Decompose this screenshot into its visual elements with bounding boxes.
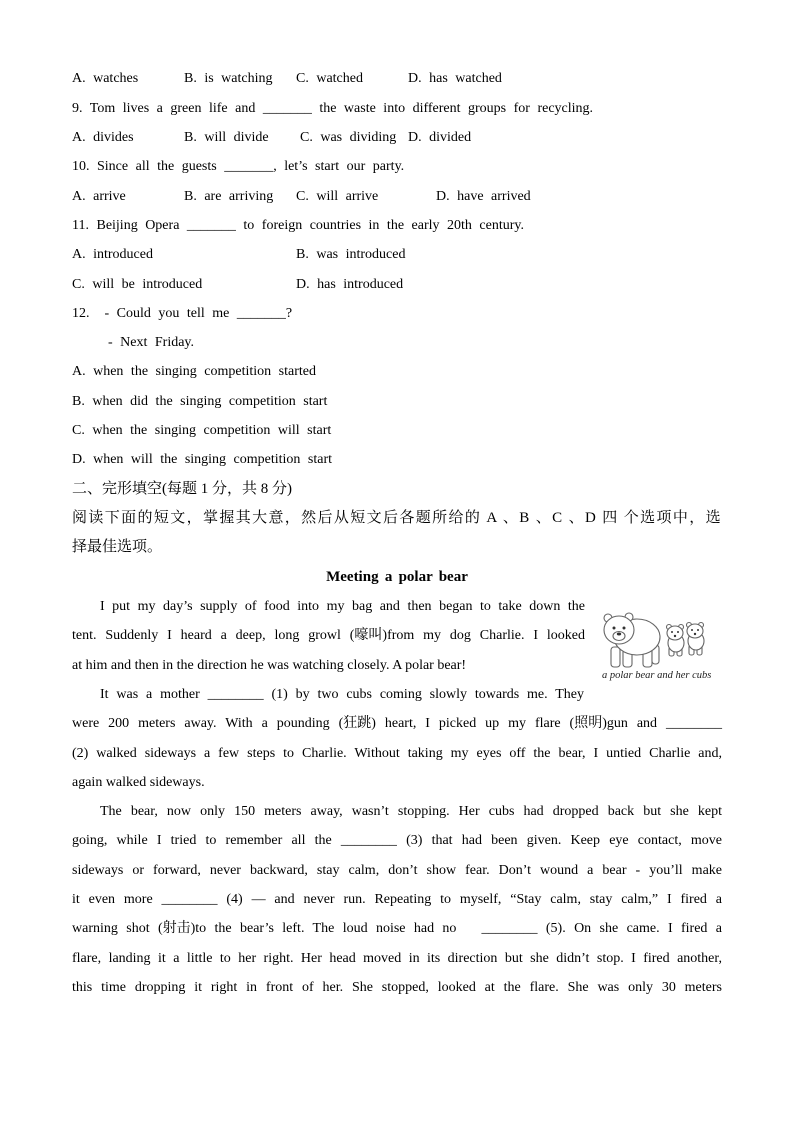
figure-caption: a polar bear and her cubs	[602, 670, 712, 681]
cub-eye	[691, 629, 693, 631]
question-10-options	[72, 182, 722, 211]
mother-bear-eye	[613, 627, 616, 630]
passage-line: at him and then in the direction he was watching closely. A polar bear!	[72, 657, 467, 673]
passage-line: again walked sideways.	[72, 774, 205, 790]
cub-bear	[687, 623, 705, 656]
question-12-reply: - Next Friday.	[108, 335, 195, 351]
question-9-option-b: B. will divide	[184, 129, 269, 145]
question-10-option-a: A. arrive	[72, 188, 126, 204]
mother-bear	[604, 613, 660, 667]
question-8-option-c: C. watched	[296, 71, 363, 87]
passage-line: The bear, now only 150 meters away, wasn’t stopping. Her cubs had dropped back but she kept	[100, 804, 722, 820]
cub-head	[687, 624, 703, 638]
passage-line: flare, landing it a little to her right. Her head moved in its direction but she didn’t stop. I fired another,	[72, 950, 722, 966]
section-instructions-line-1: 阅读下面的短文，掌握其大意，然后从短文后各题所给的 A 、B 、C 、D 四 个选项中，选	[72, 510, 722, 527]
question-9-option-c: C. was dividing	[300, 129, 397, 145]
polar-bear-illustration	[599, 603, 721, 669]
page-content	[72, 64, 722, 1002]
question-11-options-row-2	[72, 270, 722, 299]
question-10-option-c: C. will arrive	[296, 188, 379, 204]
cub-eye	[671, 631, 673, 633]
question-11-stem: 11. Beijing Opera _______ to foreign countries in the early 20th century.	[72, 217, 524, 233]
question-8-options	[72, 64, 722, 93]
passage-line: (2) walked sideways a few steps to Charlie. Without taking my eyes off the bear, I untied Charlie and,	[72, 745, 722, 761]
section-heading: 二、完形填空(每题 1 分，共 8 分)	[72, 480, 292, 497]
passage-line: going, while I tried to remember all the ________ (3) that had been given. Keep eye contact, move	[72, 833, 722, 849]
cub-eye	[677, 631, 679, 633]
question-11-option-b: B. was introduced	[296, 247, 406, 263]
cub-bear	[667, 625, 685, 657]
question-11-option-c: C. will be introduced	[72, 276, 203, 292]
polar-bear-figure	[599, 603, 721, 683]
question-9-options	[72, 123, 722, 152]
question-8-option-d: D. has watched	[408, 71, 502, 87]
question-8-option-b: B. is watching	[184, 71, 273, 87]
passage-line: It was a mother ________ (1) by two cubs coming slowly towards me. They	[100, 686, 584, 702]
question-10-option-d: D. have arrived	[436, 188, 531, 204]
cub-nose	[674, 635, 676, 637]
question-12-option-a: A. when the singing competition started	[72, 364, 316, 380]
passage-line: were 200 meters away. With a pounding (狂跳) heart, I picked up my flare (照明)gun and ________	[72, 716, 722, 732]
mother-bear-nose	[617, 633, 621, 636]
question-9-option-a: A. divides	[72, 129, 134, 145]
cub-eye	[697, 629, 699, 631]
section-instructions-line-2: 择最佳选项。	[72, 539, 163, 556]
passage-title: Meeting a polar bear	[326, 568, 468, 585]
question-9-stem: 9. Tom lives a green life and _______ the waste into different groups for recycling.	[72, 100, 594, 116]
passage-line: warning shot (射击)to the bear’s left. The loud noise had no ________ (5). On she came. I fired a	[72, 921, 722, 937]
cub-nose	[694, 633, 696, 635]
passage-line: tent. Suddenly I heard a deep, long growl (嚎叫)from my dog Charlie. I looked	[72, 628, 585, 644]
question-10-option-b: B. are arriving	[184, 188, 274, 204]
cub-head	[667, 626, 683, 640]
passage-line: this time dropping it right in front of her. She stopped, looked at the flare. She was only 30 meters	[72, 980, 722, 996]
question-12-option-c: C. when the singing competition will start	[72, 423, 332, 439]
question-11-options-row-1	[72, 240, 722, 269]
question-12-stem: 12. - Could you tell me _______?	[72, 305, 293, 321]
question-8-option-a: A. watches	[72, 71, 139, 87]
question-11-option-d: D. has introduced	[296, 276, 404, 292]
question-12-option-d: D. when will the singing competition start	[72, 452, 333, 468]
question-11-option-a: A. introduced	[72, 247, 153, 263]
mother-bear-eye	[623, 627, 626, 630]
passage-line: I put my day’s supply of food into my bag and then began to take down the	[100, 598, 585, 614]
question-9-option-d: D. divided	[408, 129, 472, 145]
passage-line: it even more ________ (4) — and never run. Repeating to myself, “Stay calm, stay calm,” I fired a	[72, 892, 722, 908]
mother-bear-leg	[611, 647, 620, 667]
question-10-stem: 10. Since all the guests _______, let’s start our party.	[72, 159, 405, 175]
passage-line: sideways or forward, never backward, stay calm, don’t show fear. Don’t wound a bear - you’ll make	[72, 862, 722, 878]
question-12-option-b: B. when did the singing competition start	[72, 393, 328, 409]
